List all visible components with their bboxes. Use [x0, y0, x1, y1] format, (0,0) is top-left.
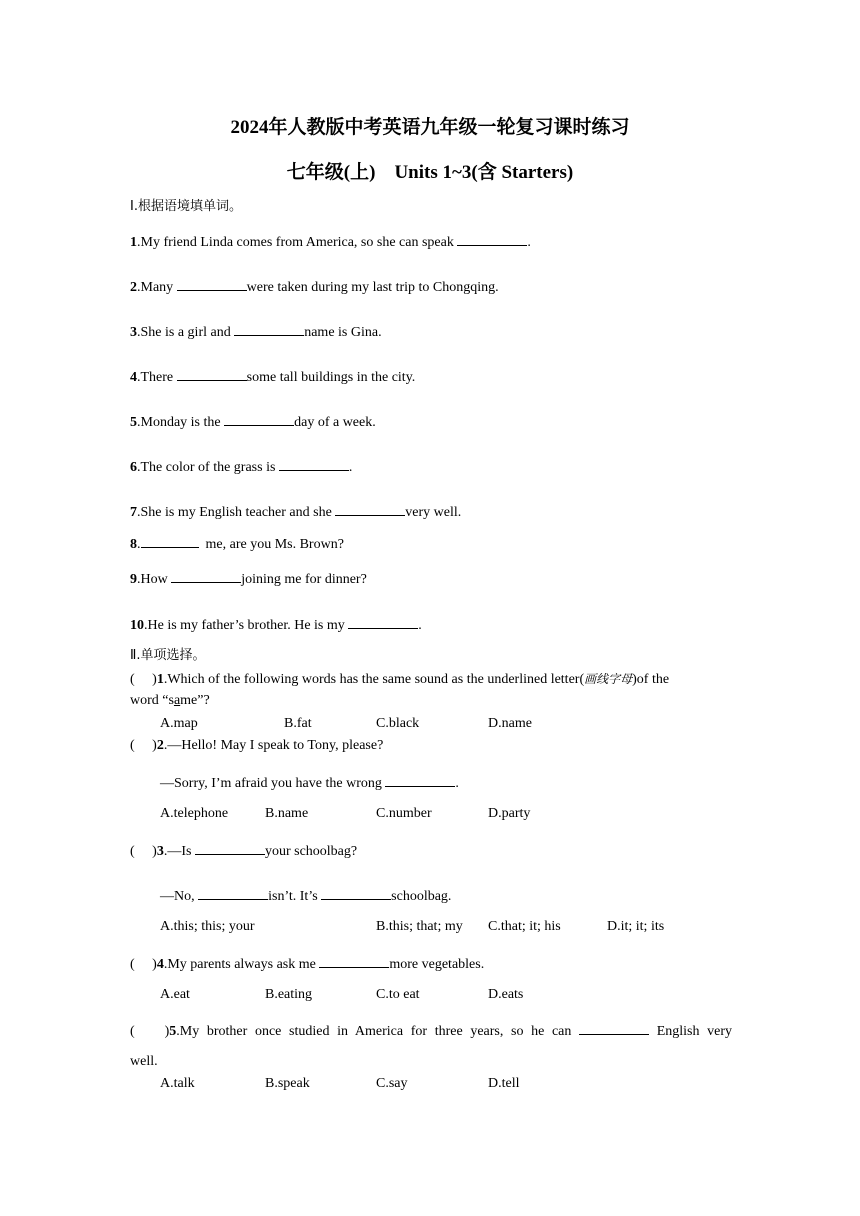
- option-d[interactable]: D.eats: [488, 987, 524, 1002]
- question-text: me”?: [180, 693, 210, 708]
- answer-blank[interactable]: [141, 535, 199, 548]
- question-number: 6: [130, 460, 137, 475]
- option-a[interactable]: A.eat: [160, 987, 190, 1002]
- question-number: 2: [130, 280, 137, 295]
- fill-question-10: [130, 616, 422, 635]
- question-number: 2: [156, 738, 164, 753]
- section-1-heading: Ⅰ.根据语境填单词。: [130, 199, 242, 214]
- choice-question-2-line2: [160, 774, 459, 793]
- question-text: isn’t. It’s: [268, 889, 322, 904]
- question-text: .My friend Linda comes from America, so she can speak: [137, 235, 458, 250]
- option-c[interactable]: C.that; it; his: [488, 919, 561, 934]
- fill-question-5: [130, 413, 376, 432]
- question-number: 4: [156, 957, 164, 972]
- option-a[interactable]: A.this; this; your: [160, 919, 255, 934]
- fill-question-4: [130, 368, 415, 387]
- option-c[interactable]: C.say: [376, 1076, 408, 1091]
- answer-blank[interactable]: [335, 503, 405, 516]
- fill-question-1: [130, 233, 531, 252]
- question-number: 7: [130, 505, 137, 520]
- choice-question-5: [130, 1022, 732, 1041]
- question-text-after: some tall buildings in the city.: [246, 370, 416, 385]
- question-text: word “s: [130, 693, 174, 708]
- answer-paren[interactable]: ( ): [130, 738, 157, 753]
- option-b[interactable]: B.eating: [265, 987, 313, 1002]
- question-text: .There: [137, 370, 177, 385]
- answer-paren[interactable]: ( ): [130, 957, 157, 972]
- option-b[interactable]: B.speak: [265, 1076, 310, 1091]
- choice-question-2: [130, 737, 383, 755]
- question-text-handwritten: 画线字母: [584, 672, 633, 686]
- option-d[interactable]: D.party: [488, 806, 531, 821]
- question-number: 4: [130, 370, 137, 385]
- question-text-after: English very: [656, 1024, 733, 1039]
- question-text-after: your schoolbag?: [264, 844, 358, 859]
- fill-question-9: [130, 570, 367, 589]
- question-text: .Monday is the: [137, 415, 225, 430]
- choice-question-5-line2: well.: [130, 1054, 158, 1069]
- option-c[interactable]: C.black: [376, 716, 420, 731]
- question-text-after: .: [418, 618, 422, 633]
- question-text: .: [137, 537, 141, 552]
- question-text: .My parents always ask me: [163, 957, 320, 972]
- question-text: .He is my father’s brother. He is my: [144, 618, 349, 633]
- question-number: 3: [130, 325, 137, 340]
- option-b[interactable]: B.fat: [284, 716, 312, 731]
- underlined-letter: a: [173, 693, 181, 708]
- answer-blank[interactable]: [319, 955, 389, 968]
- question-text-after: .: [527, 235, 531, 250]
- answer-paren[interactable]: ( ): [130, 844, 157, 859]
- option-a[interactable]: A.map: [160, 716, 198, 731]
- answer-blank[interactable]: [171, 570, 241, 583]
- question-number: 8: [130, 537, 137, 552]
- question-number: 5: [130, 415, 137, 430]
- question-text-after: very well.: [405, 505, 462, 520]
- answer-blank[interactable]: [198, 887, 268, 900]
- question-text: .The color of the grass is: [137, 460, 279, 475]
- question-text-after: name is Gina.: [304, 325, 382, 340]
- answer-blank[interactable]: [224, 413, 294, 426]
- page-subtitle: 七年级(上) Units 1~3(含 Starters): [286, 162, 574, 183]
- answer-paren[interactable]: ( ): [130, 1024, 170, 1039]
- answer-blank[interactable]: [177, 278, 247, 291]
- option-a[interactable]: A.talk: [160, 1076, 195, 1091]
- answer-blank[interactable]: [195, 842, 265, 855]
- question-text-after: day of a week.: [294, 415, 376, 430]
- question-text: —Sorry, I’m afraid you have the wrong: [160, 776, 386, 791]
- question-text: .She is a girl and: [137, 325, 235, 340]
- question-text-after: joining me for dinner?: [241, 572, 367, 587]
- option-c[interactable]: C.number: [376, 806, 432, 821]
- question-number: 5: [169, 1024, 177, 1039]
- question-text-after: .: [348, 460, 353, 475]
- choice-question-1-line2: [130, 692, 210, 710]
- fill-question-2: [130, 278, 499, 297]
- question-text: —No,: [160, 889, 199, 904]
- answer-blank[interactable]: [579, 1022, 649, 1035]
- question-text: .—Hello! May I speak to Tony, please?: [163, 738, 384, 753]
- choice-question-1: [130, 670, 669, 689]
- question-number: 3: [156, 844, 164, 859]
- option-b[interactable]: B.name: [265, 806, 309, 821]
- option-d[interactable]: D.tell: [488, 1076, 520, 1091]
- page-title: 2024年人教版中考英语九年级一轮复习课时练习: [230, 117, 630, 138]
- section-2-heading: Ⅱ.单项选择。: [130, 648, 206, 663]
- question-text: schoolbag.: [391, 889, 452, 904]
- question-text: .Many: [137, 280, 177, 295]
- answer-blank[interactable]: [457, 233, 527, 246]
- fill-question-6: [130, 458, 352, 477]
- answer-blank[interactable]: [348, 616, 418, 629]
- fill-question-8: [130, 535, 344, 554]
- question-text-after: me, are you Ms. Brown?: [198, 537, 344, 552]
- question-text-after: were taken during my last trip to Chongqing.: [246, 280, 499, 295]
- option-b[interactable]: B.this; that; my: [376, 919, 463, 934]
- answer-blank[interactable]: [177, 368, 247, 381]
- question-text: .My brother once studied in America for three years, so he can: [176, 1024, 580, 1039]
- choice-question-3-line2: [160, 887, 451, 906]
- answer-blank[interactable]: [321, 887, 391, 900]
- question-text: .Which of the following words has the same sound as the underlined letter(: [163, 672, 585, 687]
- answer-blank[interactable]: [279, 458, 349, 471]
- question-text-end: )of the: [632, 672, 670, 687]
- option-d[interactable]: D.name: [488, 716, 532, 731]
- answer-paren[interactable]: ( ): [130, 672, 157, 687]
- option-d[interactable]: D.it; it; its: [607, 919, 665, 934]
- option-a[interactable]: A.telephone: [160, 806, 229, 821]
- question-number: 10: [130, 618, 144, 633]
- question-number: 1: [130, 235, 137, 250]
- question-text: .—Is: [163, 844, 195, 859]
- question-number: 9: [130, 572, 137, 587]
- choice-question-4: [130, 955, 484, 974]
- fill-question-3: [130, 323, 382, 342]
- question-text-after: .: [455, 776, 459, 791]
- question-text: .How: [137, 572, 172, 587]
- answer-blank[interactable]: [234, 323, 304, 336]
- question-text-after: more vegetables.: [389, 957, 485, 972]
- question-number: 1: [156, 672, 164, 687]
- answer-blank[interactable]: [385, 774, 455, 787]
- fill-question-7: [130, 503, 461, 522]
- question-text: .She is my English teacher and she: [137, 505, 336, 520]
- option-c[interactable]: C.to eat: [376, 987, 420, 1002]
- choice-question-3: [130, 842, 357, 861]
